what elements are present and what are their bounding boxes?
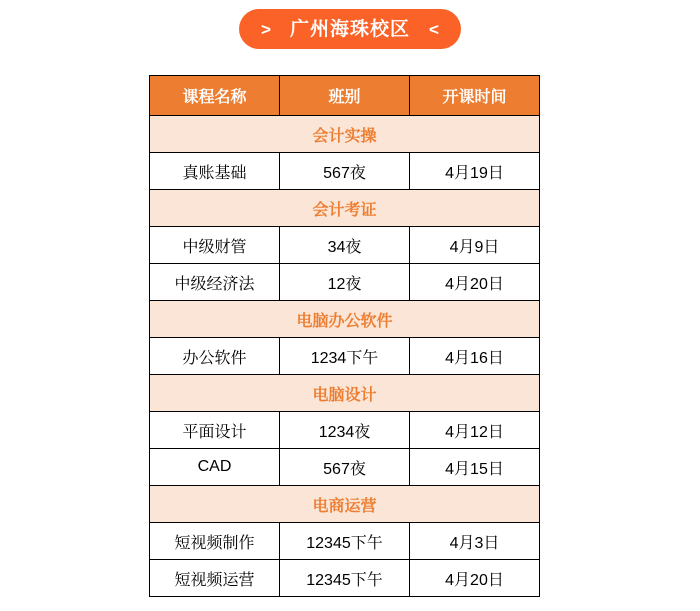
cell-start: 4月15日 [410, 449, 540, 486]
cell-start: 4月19日 [410, 153, 540, 190]
cell-course: 中级经济法 [150, 264, 280, 301]
table-row [150, 523, 540, 560]
table-row [150, 449, 540, 486]
section-title: 电商运营 [150, 486, 540, 523]
cell-course: 真账基础 [150, 153, 280, 190]
right-arrow-icon: > [261, 19, 271, 39]
section-row [150, 116, 540, 153]
cell-course: 中级财管 [150, 227, 280, 264]
cell-course: 短视频制作 [150, 523, 280, 560]
table-header-row [150, 76, 540, 116]
cell-class: 1234夜 [280, 412, 410, 449]
section-row [150, 375, 540, 412]
section-title: 电脑办公软件 [150, 301, 540, 338]
campus-banner [239, 9, 461, 49]
section-title: 电脑设计 [150, 375, 540, 412]
course-schedule-table [149, 75, 540, 597]
cell-course: 办公软件 [150, 338, 280, 375]
cell-start: 4月9日 [410, 227, 540, 264]
cell-start: 4月16日 [410, 338, 540, 375]
section-row [150, 301, 540, 338]
left-arrow-icon: < [429, 19, 439, 39]
schedule-table-container [149, 75, 540, 597]
cell-start: 4月3日 [410, 523, 540, 560]
cell-class: 1234下午 [280, 338, 410, 375]
section-title: 会计考证 [150, 190, 540, 227]
section-row [150, 190, 540, 227]
cell-course: 平面设计 [150, 412, 280, 449]
header-start-date: 开课时间 [410, 76, 540, 116]
section-title: 会计实操 [150, 116, 540, 153]
table-row [150, 264, 540, 301]
campus-title: 广州海珠校区 [289, 18, 410, 40]
section-row [150, 486, 540, 523]
header-class-type: 班别 [280, 76, 410, 116]
cell-class: 12345下午 [280, 560, 410, 597]
table-row [150, 153, 540, 190]
table-row [150, 227, 540, 264]
cell-start: 4月20日 [410, 560, 540, 597]
table-row [150, 560, 540, 597]
cell-start: 4月20日 [410, 264, 540, 301]
cell-class: 12夜 [280, 264, 410, 301]
table-row [150, 412, 540, 449]
cell-class: 34夜 [280, 227, 410, 264]
cell-start: 4月12日 [410, 412, 540, 449]
cell-class: 12345下午 [280, 523, 410, 560]
cell-class: 567夜 [280, 153, 410, 190]
header-course-name: 课程名称 [150, 76, 280, 116]
cell-class: 567夜 [280, 449, 410, 486]
banner-container [0, 0, 700, 49]
cell-course: CAD [150, 449, 280, 486]
cell-course: 短视频运营 [150, 560, 280, 597]
table-row [150, 338, 540, 375]
